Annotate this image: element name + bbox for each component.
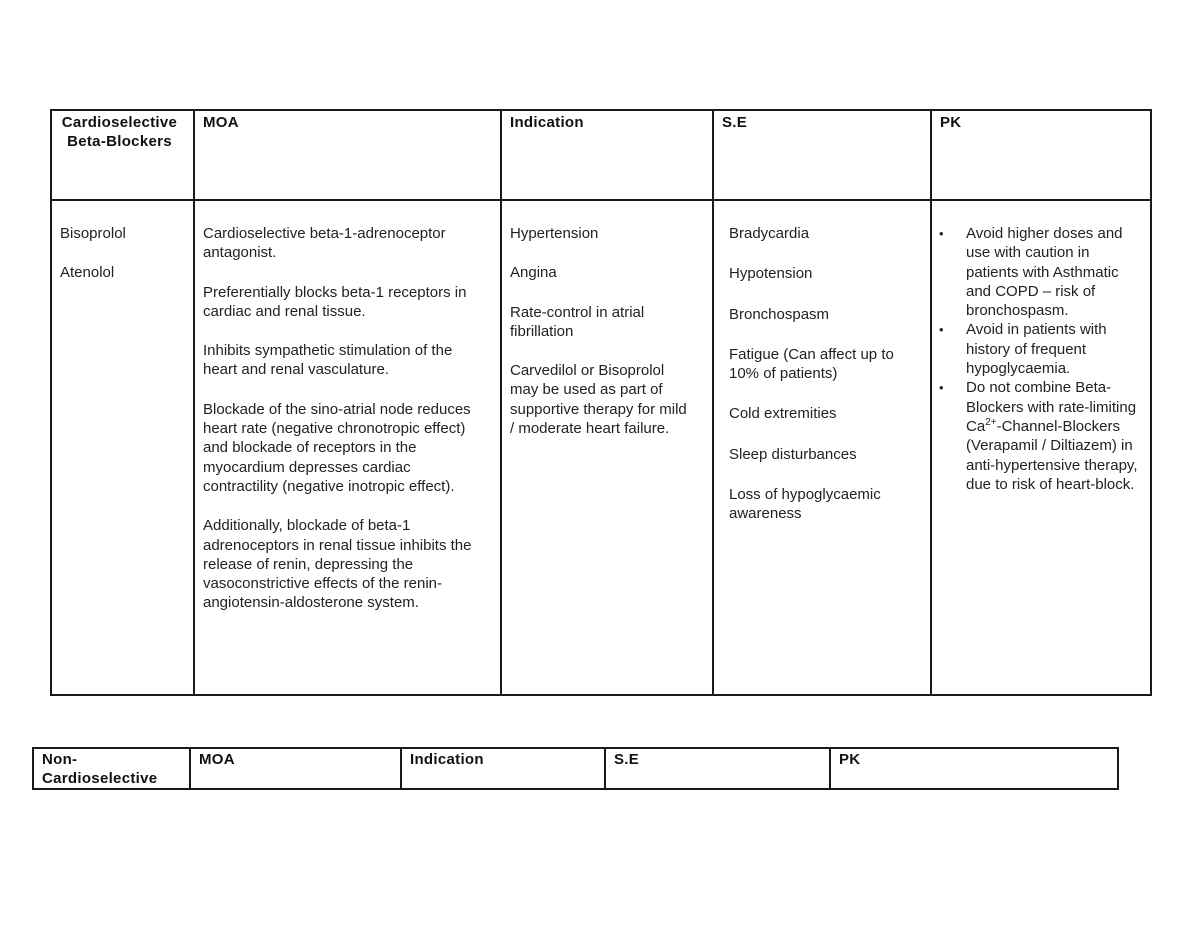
moa-paragraph: Cardioselective beta-1-adrenoceptor antagonist. (203, 225, 446, 262)
side-effect-item: Fatigue (Can affect up to 10% of patients) (729, 345, 894, 383)
header-moa: MOA (190, 748, 401, 789)
cardioselective-table (50, 109, 1152, 696)
drug-atenolol: Atenolol (60, 264, 115, 282)
moa-paragraph: Blockade of the sino-atrial node reduces heart rate (negative chronotropic effect) and blockade of receptors in the myocardium depresses cardiac contractility (negative inotropic effect). (203, 400, 471, 495)
pk-list (932, 224, 1150, 494)
indication-item: Hypertension (510, 225, 599, 242)
non-cardioselective-table (32, 747, 1119, 790)
indication-item: Rate-control in atrial fibrillation (510, 303, 645, 340)
list-item (939, 224, 1142, 320)
header-c1-line2: Beta-Blockers (67, 133, 172, 151)
moa-paragraph: Preferentially blocks beta-1 receptors in cardiac and renal tissue. (203, 283, 467, 320)
side-effect-item: Cold extremities (729, 405, 837, 423)
header-moa: MOA (194, 110, 501, 200)
bullet-icon: • (939, 322, 944, 338)
side-effect-item: Sleep disturbances (729, 445, 857, 463)
header-pk: PK (931, 110, 1151, 200)
drugs-cell (51, 200, 194, 695)
moa-paragraph: Inhibits sympathetic stimulation of the heart and renal vasculature. (203, 342, 453, 379)
header-c1-line1: Cardioselective (61, 114, 178, 131)
pk-cell (931, 200, 1151, 695)
header-non-cardioselective: Non-Cardioselective (33, 748, 190, 789)
header-se: S.E (713, 110, 931, 200)
table-row (51, 200, 1151, 695)
list-item (939, 378, 1142, 494)
indication-item: Angina (510, 264, 557, 282)
header-indication: Indication (501, 110, 713, 200)
drug-bisoprolol: Bisoprolol (60, 225, 126, 242)
table-header-row (33, 748, 1118, 789)
pk-item-text-post: -Channel-Blockers (Verapamil / Diltiazem) in anti-hypertensive therapy, due to risk of heart-block. (966, 417, 1138, 493)
pk-item-text: Avoid higher doses and use with caution in patients with Asthmatic and COPD – risk of bronchospasm. (966, 225, 1123, 320)
pk-item-text: Avoid in patients with history of frequent hypoglycaemia. (966, 321, 1107, 378)
side-effects-cell (713, 200, 931, 695)
moa-cell (194, 200, 501, 695)
pk-item-text-pre: Do not combine Beta-Blockers with rate-limiting Ca (966, 379, 1137, 435)
header-se: S.E (605, 748, 830, 789)
header-pk: PK (830, 748, 1118, 789)
side-effect-item: Loss of hypoglycaemic awareness (729, 486, 881, 523)
side-effect-item: Hypotension (729, 265, 813, 283)
side-effect-item: Bronchospasm (729, 305, 830, 323)
side-effect-item: Bradycardia (729, 225, 810, 242)
moa-paragraph: Additionally, blockade of beta-1 adrenoceptors in renal tissue inhibits the release of renin, depressing the vasoconstrictive effects of the renin-angiotensin-aldosterone system. (203, 517, 472, 612)
header-cardioselective (51, 110, 194, 200)
indication-item: Carvedilol or Bisoprolol may be used as part of supportive therapy for mild / moderate heart failure. (510, 362, 687, 438)
bullet-icon: • (939, 380, 944, 396)
header-indication: Indication (401, 748, 605, 789)
bullet-icon: • (939, 226, 944, 241)
pk-item-superscript: 2+ (985, 416, 997, 428)
list-item (939, 320, 1142, 378)
indication-cell (501, 200, 713, 695)
table-header-row (51, 110, 1151, 200)
